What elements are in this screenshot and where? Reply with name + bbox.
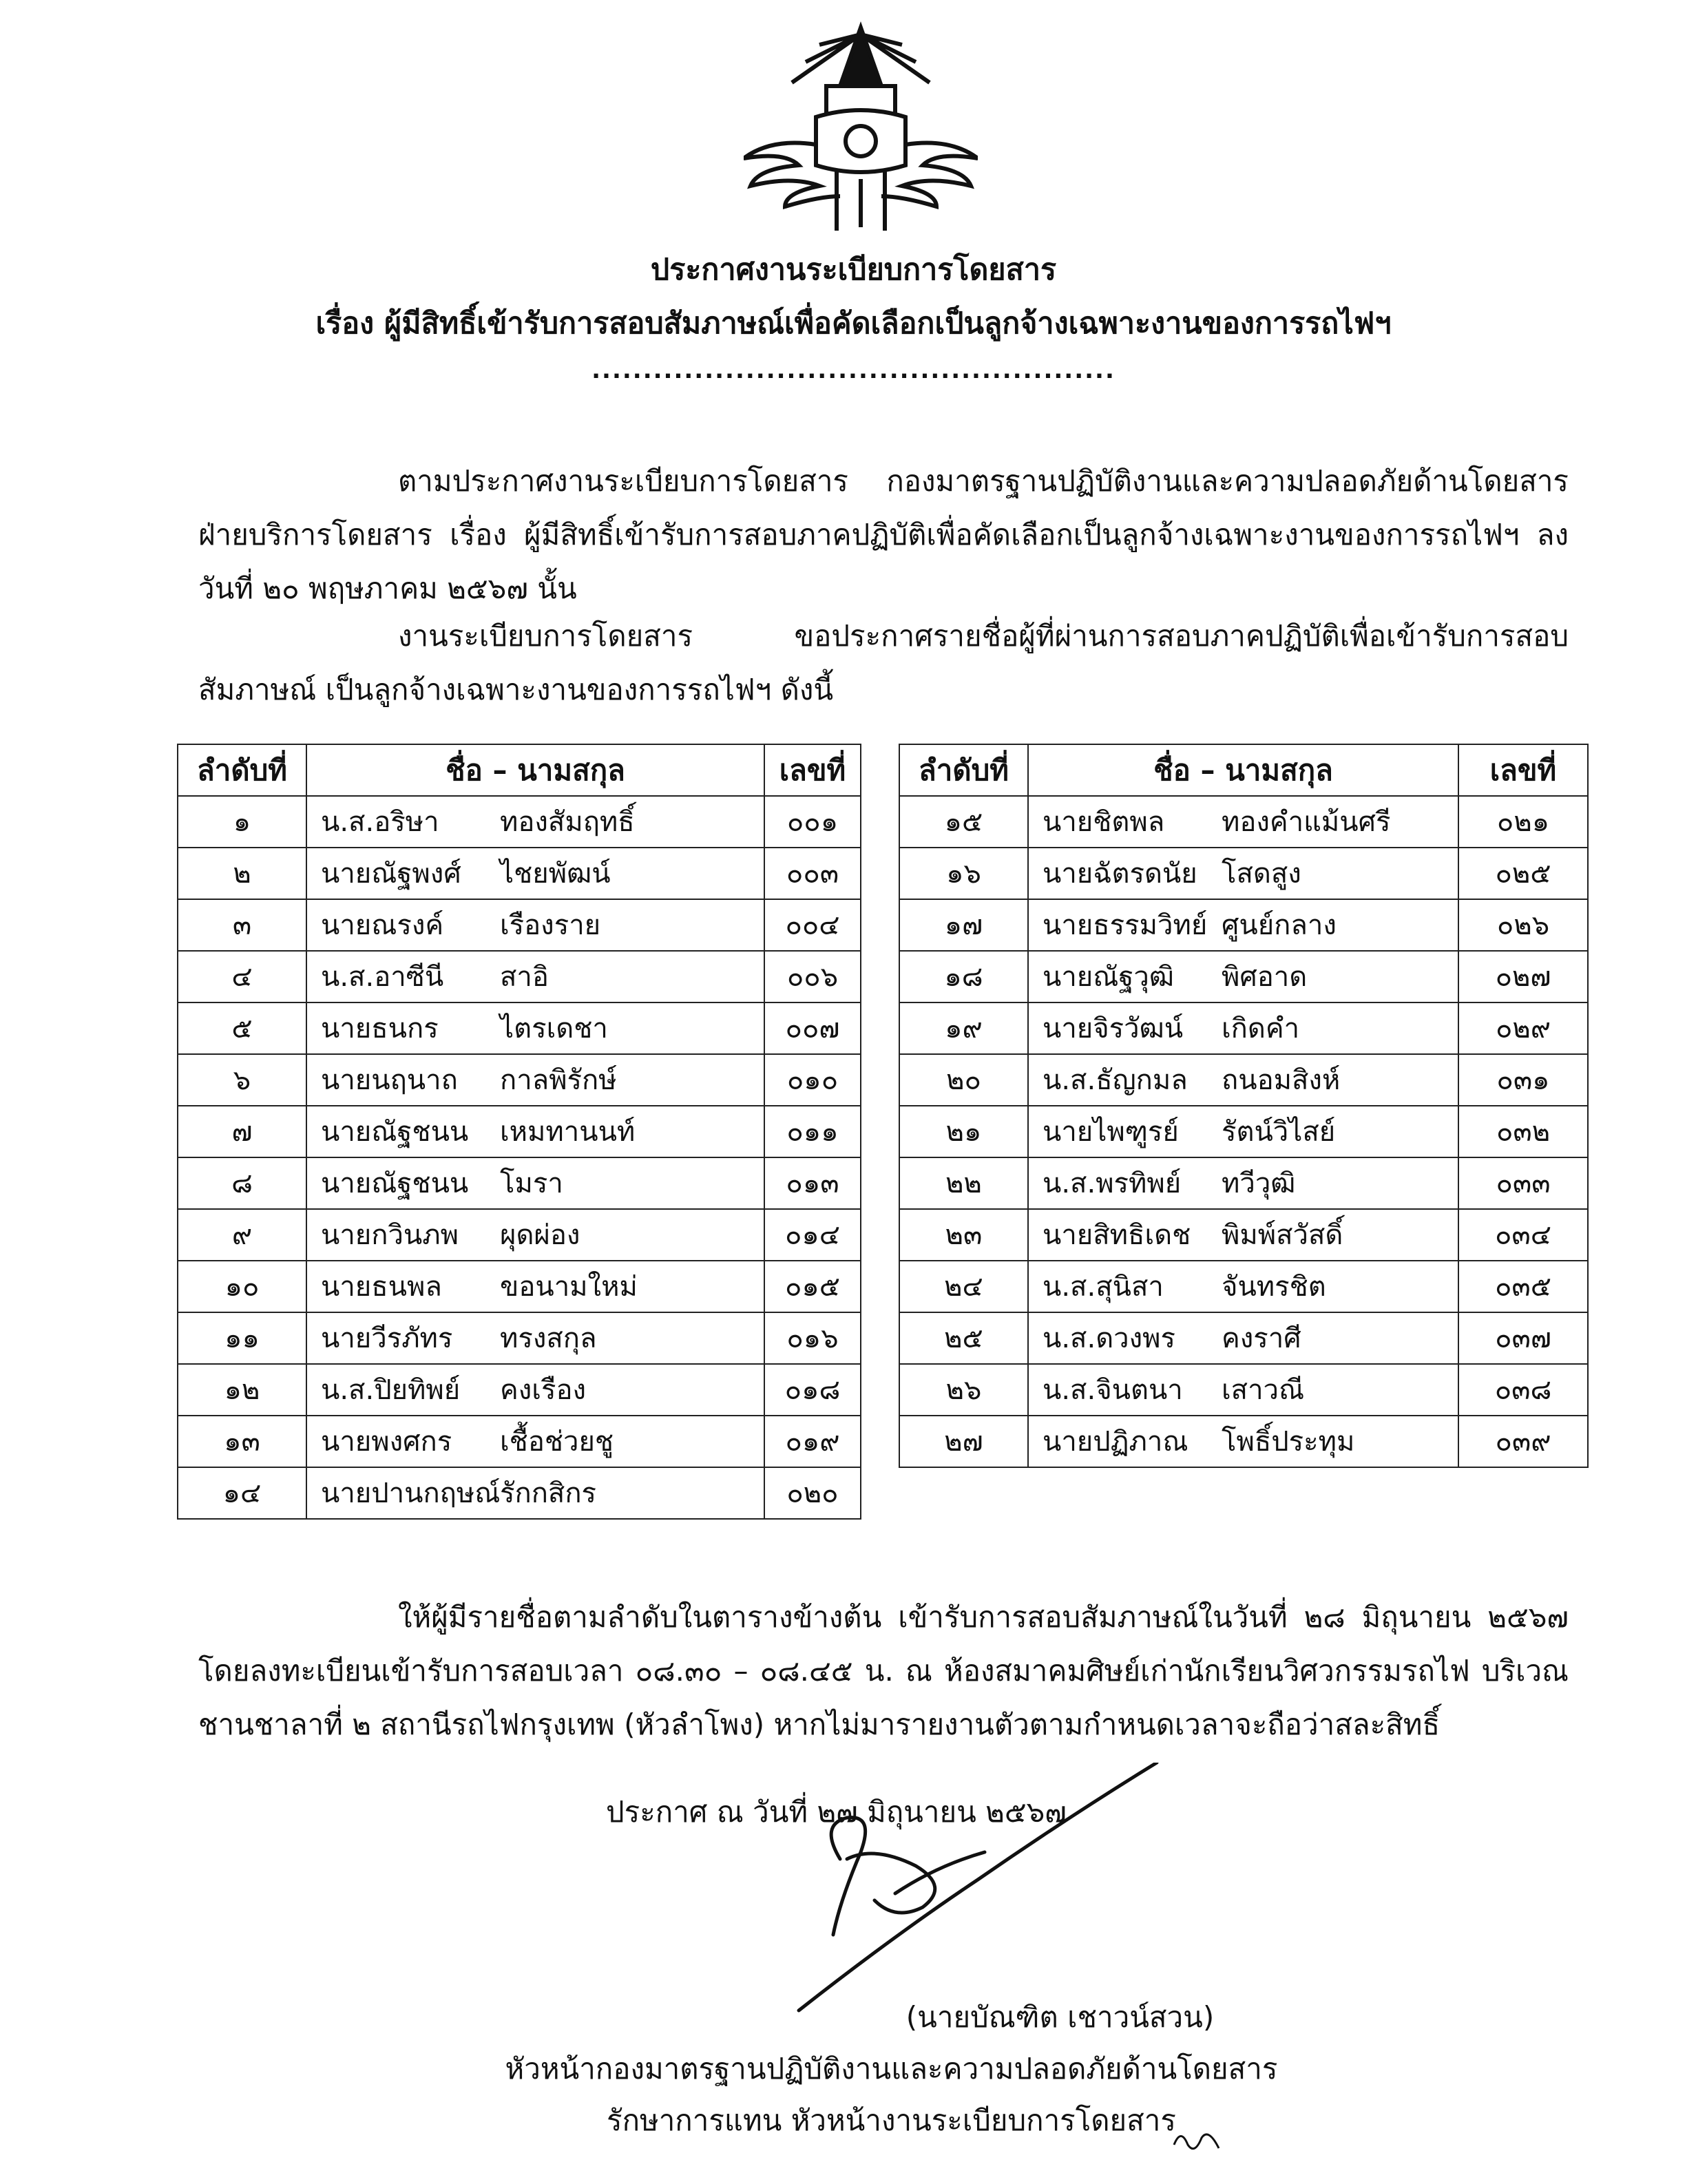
row-name bbox=[306, 848, 764, 899]
row-order: ๒๕ bbox=[899, 1312, 1028, 1364]
first-name: นายธรรมวิทย์ bbox=[1043, 909, 1208, 941]
table-row bbox=[899, 1106, 1588, 1157]
first-name: นายณัฐชนน bbox=[321, 1115, 469, 1148]
initials-mark bbox=[1171, 2124, 1226, 2159]
last-name: ศูนย์กลาง bbox=[1222, 909, 1337, 941]
last-name: โมรา bbox=[500, 1167, 563, 1199]
last-name: กาลพิรักษ์ bbox=[500, 1064, 617, 1096]
row-order: ๔ bbox=[178, 951, 306, 1002]
row-number: ๐๓๔ bbox=[1458, 1209, 1588, 1261]
table-row bbox=[899, 1209, 1588, 1261]
list-intro-paragraph: งานระเบียบการโดยสาร ขอประกาศรายชื่อผู้ที่ผ่านการสอบภาคปฏิบัติเพื่อเข้ารับการสอบสัมภาษณ์ เป็นลูกจ้างเฉพาะงานของการรถไฟฯ ดังนี้ bbox=[198, 619, 1569, 706]
first-name: นายกวินภพ bbox=[321, 1219, 459, 1251]
row-number: ๐๑๐ bbox=[764, 1054, 861, 1106]
last-name: ทองสัมฤทธิ์ bbox=[500, 806, 635, 838]
last-name: ไตรเดชา bbox=[500, 1012, 608, 1044]
row-number: ๐๑๓ bbox=[764, 1157, 861, 1209]
header-order: ลำดับที่ bbox=[899, 744, 1028, 796]
table-row bbox=[178, 899, 861, 951]
table-row bbox=[178, 1364, 861, 1416]
row-name bbox=[306, 1002, 764, 1054]
row-name bbox=[1028, 1054, 1458, 1106]
last-name: โสดสูง bbox=[1222, 857, 1301, 890]
first-name: นายนฤนาถ bbox=[321, 1064, 458, 1096]
table-row bbox=[178, 951, 861, 1002]
first-name: นายณรงค์ bbox=[321, 909, 444, 941]
row-number: ๐๒๗ bbox=[1458, 951, 1588, 1002]
row-name bbox=[1028, 1106, 1458, 1157]
row-order: ๑๙ bbox=[899, 1002, 1028, 1054]
header-name: ชื่อ – นามสกุล bbox=[1028, 744, 1458, 796]
row-name bbox=[306, 899, 764, 951]
table-row bbox=[178, 1261, 861, 1312]
table-row bbox=[899, 1416, 1588, 1467]
last-name: โพธิ์ประทุม bbox=[1222, 1425, 1355, 1458]
row-number: ๐๑๘ bbox=[764, 1364, 861, 1416]
row-number: ๐๓๗ bbox=[1458, 1312, 1588, 1364]
row-number: ๐๑๖ bbox=[764, 1312, 861, 1364]
row-order: ๘ bbox=[178, 1157, 306, 1209]
announcement-subject: เรื่อง ผู้มีสิทธิ์เข้ารับการสอบสัมภาษณ์เพื่อคัดเลือกเป็นลูกจ้างเฉพาะงานของการรถไฟฯ bbox=[315, 306, 1392, 341]
row-number: ๐๑๙ bbox=[764, 1416, 861, 1467]
first-name: น.ส.สุนิสา bbox=[1043, 1270, 1164, 1303]
first-name: นายพงศกร bbox=[321, 1425, 452, 1458]
row-order: ๒๗ bbox=[899, 1416, 1028, 1467]
row-order: ๒๓ bbox=[899, 1209, 1028, 1261]
table-row bbox=[178, 1002, 861, 1054]
row-name bbox=[1028, 848, 1458, 899]
row-order: ๑๗ bbox=[899, 899, 1028, 951]
row-order: ๑๑ bbox=[178, 1312, 306, 1364]
last-name: คงราศี bbox=[1222, 1322, 1301, 1354]
last-name: เรืองราย bbox=[500, 909, 601, 941]
row-name bbox=[1028, 1416, 1458, 1467]
row-order: ๑๓ bbox=[178, 1416, 306, 1467]
row-order: ๒๐ bbox=[899, 1054, 1028, 1106]
row-order: ๒๔ bbox=[899, 1261, 1028, 1312]
row-name bbox=[1028, 1209, 1458, 1261]
row-name bbox=[1028, 1261, 1458, 1312]
state-railway-emblem-icon bbox=[744, 21, 978, 241]
first-name: นายฉัตรดนัย bbox=[1043, 857, 1197, 890]
first-name: นายสิทธิเดช bbox=[1043, 1219, 1191, 1251]
row-order: ๑๔ bbox=[178, 1467, 306, 1519]
last-name: เกิดคำ bbox=[1222, 1012, 1300, 1044]
row-number: ๐๒๙ bbox=[1458, 1002, 1588, 1054]
first-name: นายธนกร bbox=[321, 1012, 439, 1044]
first-name: นายไพฑูรย์ bbox=[1043, 1115, 1179, 1148]
first-name: น.ส.ธัญกมล bbox=[1043, 1064, 1188, 1096]
row-number: ๐๒๕ bbox=[1458, 848, 1588, 899]
table-row bbox=[178, 1054, 861, 1106]
intro-paragraph: ตามประกาศงานระเบียบการโดยสาร กองมาตรฐานปฏิบัติงานและความปลอดภัยด้านโดยสาร ฝ่ายบริการโดยสาร เรื่อง ผู้มีสิทธิ์เข้ารับการสอบภาคปฏิบัติเพื่อคัดเลือกเป็นลูกจ้างเฉพาะงานของการรถไฟฯ ลงวันที่ ๒๐ พฤษภาคม ๒๕๖๗ นั้น bbox=[198, 464, 1569, 605]
first-name: นายณัฐพงศ์ bbox=[321, 857, 461, 890]
row-number: ๐๐๖ bbox=[764, 951, 861, 1002]
first-name: นายวีรภัทร bbox=[321, 1322, 453, 1354]
last-name: ทวีวุฒิ bbox=[1222, 1167, 1296, 1199]
last-name: ผุดผ่อง bbox=[500, 1219, 580, 1251]
table-row bbox=[178, 1416, 861, 1467]
row-order: ๒๒ bbox=[899, 1157, 1028, 1209]
row-name bbox=[1028, 1364, 1458, 1416]
last-name: เหมทานนท์ bbox=[500, 1115, 636, 1148]
table-row bbox=[899, 1312, 1588, 1364]
row-name bbox=[1028, 1002, 1458, 1054]
row-number: ๐๐๗ bbox=[764, 1002, 861, 1054]
row-name bbox=[306, 1467, 764, 1519]
row-number: ๐๓๓ bbox=[1458, 1157, 1588, 1209]
last-name: ทรงสกุล bbox=[500, 1322, 597, 1354]
last-name: ขอนามใหม่ bbox=[500, 1270, 638, 1303]
table-row bbox=[899, 899, 1588, 951]
table-row bbox=[899, 848, 1588, 899]
row-name bbox=[1028, 951, 1458, 1002]
row-name bbox=[306, 1416, 764, 1467]
row-name bbox=[1028, 899, 1458, 951]
header-number: เลขที่ bbox=[1458, 744, 1588, 796]
candidate-table-left bbox=[177, 744, 861, 1520]
announcement-title: ประกาศงานระเบียบการโดยสาร bbox=[650, 253, 1057, 287]
row-name bbox=[306, 1106, 764, 1157]
first-name: น.ส.ดวงพร bbox=[1043, 1322, 1176, 1354]
row-order: ๗ bbox=[178, 1106, 306, 1157]
row-order: ๙ bbox=[178, 1209, 306, 1261]
last-name: รักกสิกร bbox=[500, 1477, 597, 1509]
row-number: ๐๒๑ bbox=[1458, 796, 1588, 848]
table-row bbox=[178, 848, 861, 899]
table-row bbox=[899, 1002, 1588, 1054]
row-order: ๒ bbox=[178, 848, 306, 899]
row-name bbox=[1028, 796, 1458, 848]
row-number: ๐๐๑ bbox=[764, 796, 861, 848]
row-number: ๐๑๔ bbox=[764, 1209, 861, 1261]
row-order: ๒๑ bbox=[899, 1106, 1028, 1157]
last-name: ไชยพัฒน์ bbox=[500, 857, 611, 890]
table-row bbox=[178, 1312, 861, 1364]
row-number: ๐๑๑ bbox=[764, 1106, 861, 1157]
instruction-paragraph: ให้ผู้มีรายชื่อตามลำดับในตารางข้างต้น เข้ารับการสอบสัมภาษณ์ในวันที่ ๒๘ มิถุนายน ๒๕๖๗ โดยลงทะเบียนเข้ารับการสอบเวลา ๐๘.๓๐ – ๐๘.๔๕ น. ณ ห้องสมาคมศิษย์เก่านักเรียนวิศวกรรมรถไฟ บริเวณ ชานชาลาที่ ๒ สถานีรถไฟกรุงเทพ (หัวลำโพง) หากไม่มารายงานตัวตามกำหนดเวลาจะถือว่าสละสิทธิ์ bbox=[198, 1600, 1569, 1741]
last-name: เสาวณี bbox=[1222, 1374, 1305, 1406]
row-number: ๐๓๑ bbox=[1458, 1054, 1588, 1106]
row-order: ๑๒ bbox=[178, 1364, 306, 1416]
table-header-row bbox=[899, 744, 1588, 796]
row-name bbox=[306, 1157, 764, 1209]
signer-acting-title: รักษาการแทน หัวหน้างานระเบียบการโดยสาร bbox=[607, 2103, 1176, 2137]
row-name bbox=[1028, 1157, 1458, 1209]
row-order: ๑๖ bbox=[899, 848, 1028, 899]
last-name: สาอิ bbox=[500, 960, 549, 993]
header-name: ชื่อ – นามสกุล bbox=[306, 744, 764, 796]
table-header-row bbox=[178, 744, 861, 796]
row-number: ๐๓๘ bbox=[1458, 1364, 1588, 1416]
header-number: เลขที่ bbox=[764, 744, 861, 796]
last-name: พิมพ์สวัสดิ์ bbox=[1222, 1219, 1343, 1251]
row-order: ๑๘ bbox=[899, 951, 1028, 1002]
row-number: ๐๓๒ bbox=[1458, 1106, 1588, 1157]
row-name bbox=[306, 796, 764, 848]
last-name: รัตน์วิไสย์ bbox=[1222, 1115, 1336, 1148]
row-number: ๐๐๔ bbox=[764, 899, 861, 951]
row-number: ๐๓๕ bbox=[1458, 1261, 1588, 1312]
first-name: นายจิรวัฒน์ bbox=[1043, 1012, 1184, 1044]
first-name: น.ส.ปิยทิพย์ bbox=[321, 1374, 461, 1406]
first-name: นายธนพล bbox=[321, 1270, 442, 1303]
row-order: ๕ bbox=[178, 1002, 306, 1054]
row-name bbox=[306, 1261, 764, 1312]
first-name: นายณัฐวุฒิ bbox=[1043, 960, 1175, 993]
table-row bbox=[178, 1209, 861, 1261]
first-name: น.ส.อริษา bbox=[321, 806, 439, 838]
row-number: ๐๑๕ bbox=[764, 1261, 861, 1312]
table-row bbox=[178, 1106, 861, 1157]
row-number: ๐๐๓ bbox=[764, 848, 861, 899]
row-name bbox=[1028, 1312, 1458, 1364]
last-name: คงเรือง bbox=[500, 1374, 586, 1406]
table-row bbox=[178, 796, 861, 848]
first-name: นายณัฐชนน bbox=[321, 1167, 469, 1199]
row-name bbox=[306, 1209, 764, 1261]
last-name: ทองคำแม้นศรี bbox=[1222, 806, 1391, 838]
table-row bbox=[899, 1364, 1588, 1416]
signer-name: (นายบัณฑิต เชาวน์สวน) bbox=[905, 2000, 1215, 2034]
announcement-date: ประกาศ ณ วันที่ ๒๗ มิถุนายน ๒๕๖๗ bbox=[606, 1795, 1067, 1829]
header-order: ลำดับที่ bbox=[178, 744, 306, 796]
signer-title: หัวหน้ากองมาตรฐานปฏิบัติงานและความปลอดภัยด้านโดยสาร bbox=[505, 2052, 1278, 2086]
row-order: ๖ bbox=[178, 1054, 306, 1106]
row-order: ๑๐ bbox=[178, 1261, 306, 1312]
row-name bbox=[306, 1054, 764, 1106]
first-name: นายชิตพล bbox=[1043, 806, 1165, 838]
first-name: นายปานกฤษณ์ bbox=[321, 1477, 501, 1509]
table-row bbox=[178, 1157, 861, 1209]
last-name: เชื้อช่วยชู bbox=[500, 1425, 614, 1458]
dotted-separator: ................................................... bbox=[591, 357, 1116, 384]
candidate-table-right bbox=[899, 744, 1589, 1468]
first-name: น.ส.จินตนา bbox=[1043, 1374, 1183, 1406]
table-row bbox=[899, 1157, 1588, 1209]
last-name: จันทรชิต bbox=[1222, 1270, 1326, 1303]
table-row bbox=[899, 796, 1588, 848]
table-row bbox=[899, 1054, 1588, 1106]
row-name bbox=[306, 1364, 764, 1416]
last-name: พิศอาด bbox=[1222, 960, 1308, 993]
last-name: ถนอมสิงห์ bbox=[1222, 1064, 1341, 1096]
row-number: ๐๓๙ bbox=[1458, 1416, 1588, 1467]
row-number: ๐๒๐ bbox=[764, 1467, 861, 1519]
row-order: ๒๖ bbox=[899, 1364, 1028, 1416]
row-name bbox=[306, 951, 764, 1002]
table-row bbox=[899, 951, 1588, 1002]
row-order: ๑ bbox=[178, 796, 306, 848]
first-name: นายปฏิภาณ bbox=[1043, 1425, 1188, 1458]
row-order: ๑๕ bbox=[899, 796, 1028, 848]
table-row bbox=[178, 1467, 861, 1519]
row-name bbox=[306, 1312, 764, 1364]
row-order: ๓ bbox=[178, 899, 306, 951]
first-name: น.ส.อาซีนี bbox=[321, 960, 444, 993]
first-name: น.ส.พรทิพย์ bbox=[1043, 1167, 1182, 1199]
table-row bbox=[899, 1261, 1588, 1312]
row-number: ๐๒๖ bbox=[1458, 899, 1588, 951]
